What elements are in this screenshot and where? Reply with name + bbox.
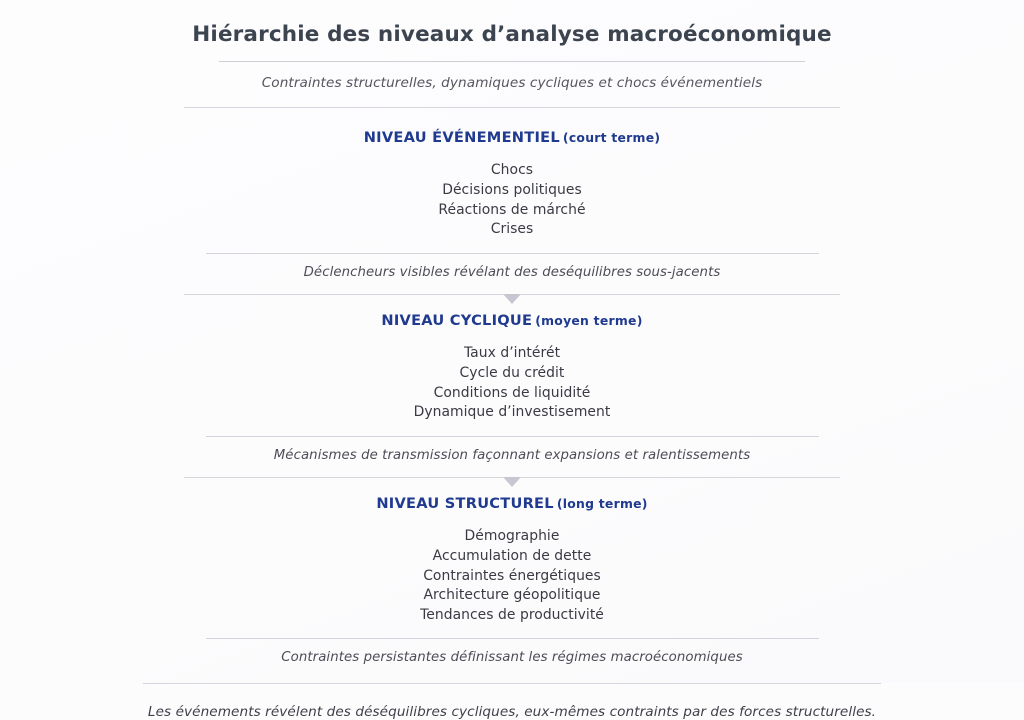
arrow-down-icon bbox=[503, 294, 521, 304]
page-title: Hiérarchie des niveaux d’analyse macroéconomique bbox=[192, 22, 832, 47]
level-name: NIVEAU STRUCTUREL bbox=[376, 494, 554, 512]
list-item: Accumulation de dette bbox=[432, 547, 592, 564]
diagram-footer bbox=[0, 683, 1024, 720]
level-cyclique bbox=[0, 295, 1024, 477]
list-item: Réactions de márché bbox=[438, 201, 586, 218]
list-item: Crises bbox=[490, 221, 534, 238]
footer-divider bbox=[143, 683, 881, 684]
list-item: Cycle du crédit bbox=[459, 364, 565, 381]
level-heading-evenementiel bbox=[0, 129, 1024, 146]
level-term: (long terme) bbox=[556, 495, 648, 511]
list-item: Démographie bbox=[464, 528, 560, 545]
list-item: Décisions politiques bbox=[442, 181, 582, 198]
level-items-evenementiel bbox=[0, 161, 1024, 239]
level-name: NIVEAU CYCLIQUE bbox=[381, 311, 533, 329]
list-item: Tendances de productivité bbox=[420, 606, 604, 623]
level-note-evenementiel: Déclencheurs visibles révélant des deséquilibres sous-jacents bbox=[303, 264, 721, 280]
arrow-down-icon bbox=[503, 477, 521, 487]
level-heading-cyclique bbox=[0, 312, 1024, 329]
header-section-divider bbox=[184, 107, 840, 108]
list-item: Chocs bbox=[490, 162, 534, 179]
list-item: Taux d’intérét bbox=[463, 345, 561, 362]
level-structurel bbox=[0, 478, 1024, 666]
list-item: Dynamique d’investisement bbox=[413, 404, 611, 421]
list-item: Contraintes énergétiques bbox=[423, 567, 601, 584]
level-items-cyclique bbox=[0, 344, 1024, 422]
level-transition-divider-2 bbox=[184, 477, 840, 478]
level-evenementiel bbox=[0, 108, 1024, 294]
level-note-structurel: Contraintes persistantes définissant les régimes macroéconomiques bbox=[281, 650, 743, 666]
title-divider bbox=[219, 61, 805, 62]
footer-summary: Les événements révélent des déséquilibres cycliques, eux-mêmes contraints par des forces structurelles. bbox=[147, 704, 877, 720]
level-term: (moyen terme) bbox=[535, 312, 643, 328]
level-term: (court terme) bbox=[562, 129, 661, 145]
level-heading-structurel bbox=[0, 495, 1024, 512]
level-items-structurel bbox=[0, 527, 1024, 625]
level-note-cyclique: Mécanismes de transmission façonnant expansions et ralentissements bbox=[273, 447, 751, 463]
level-name: NIVEAU ÉVÉNEMENTIEL bbox=[363, 128, 560, 146]
list-item: Architecture géopolitique bbox=[423, 587, 601, 604]
list-item: Conditions de liquidité bbox=[433, 384, 591, 401]
level-transition-divider-1 bbox=[184, 294, 840, 295]
page-subtitle: Contraintes structurelles, dynamiques cycliques et chocs événementiels bbox=[261, 74, 763, 91]
diagram-header bbox=[0, 0, 1024, 91]
